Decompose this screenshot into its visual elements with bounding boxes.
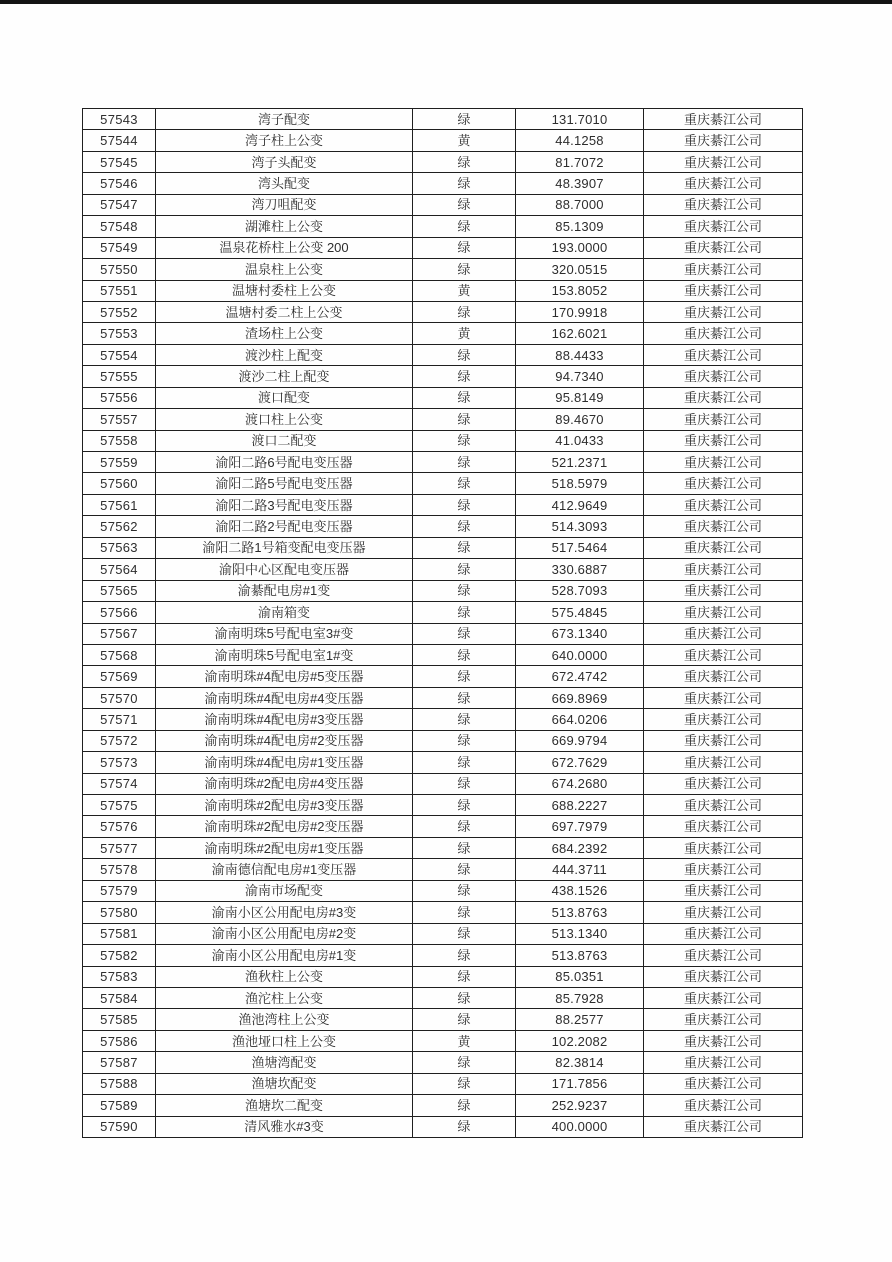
cell-id: 57556 bbox=[83, 387, 156, 408]
cell-id: 57560 bbox=[83, 473, 156, 494]
table-row bbox=[83, 452, 803, 473]
cell-value: 688.2227 bbox=[516, 795, 644, 816]
table-row bbox=[83, 666, 803, 687]
cell-status: 绿 bbox=[413, 194, 516, 215]
cell-status: 绿 bbox=[413, 537, 516, 558]
cell-name: 湖滩柱上公变 bbox=[156, 216, 413, 237]
cell-name: 湾子头配变 bbox=[156, 151, 413, 172]
cell-company: 重庆綦江公司 bbox=[644, 795, 803, 816]
table-row bbox=[83, 602, 803, 623]
cell-company: 重庆綦江公司 bbox=[644, 1073, 803, 1094]
table-row bbox=[83, 173, 803, 194]
cell-id: 57543 bbox=[83, 109, 156, 130]
cell-status: 绿 bbox=[413, 559, 516, 580]
cell-name: 渝南明珠5号配电室1#变 bbox=[156, 644, 413, 665]
cell-company: 重庆綦江公司 bbox=[644, 323, 803, 344]
cell-company: 重庆綦江公司 bbox=[644, 602, 803, 623]
table-row bbox=[83, 644, 803, 665]
cell-id: 57558 bbox=[83, 430, 156, 451]
cell-id: 57562 bbox=[83, 516, 156, 537]
cell-value: 513.1340 bbox=[516, 923, 644, 944]
cell-name: 渝阳二路6号配电变压器 bbox=[156, 452, 413, 473]
table-row bbox=[83, 987, 803, 1008]
cell-status: 绿 bbox=[413, 173, 516, 194]
cell-status: 绿 bbox=[413, 945, 516, 966]
cell-value: 88.7000 bbox=[516, 194, 644, 215]
cell-company: 重庆綦江公司 bbox=[644, 923, 803, 944]
cell-value: 684.2392 bbox=[516, 837, 644, 858]
cell-value: 518.5979 bbox=[516, 473, 644, 494]
cell-status: 绿 bbox=[413, 902, 516, 923]
cell-company: 重庆綦江公司 bbox=[644, 837, 803, 858]
table-row bbox=[83, 752, 803, 773]
cell-id: 57566 bbox=[83, 602, 156, 623]
table-row bbox=[83, 366, 803, 387]
cell-status: 绿 bbox=[413, 1009, 516, 1030]
cell-company: 重庆綦江公司 bbox=[644, 1116, 803, 1137]
cell-name: 渝南明珠5号配电室3#变 bbox=[156, 623, 413, 644]
cell-name: 渝南明珠#2配电房#1变压器 bbox=[156, 837, 413, 858]
table-row bbox=[83, 859, 803, 880]
cell-id: 57588 bbox=[83, 1073, 156, 1094]
cell-company: 重庆綦江公司 bbox=[644, 494, 803, 515]
cell-value: 320.0515 bbox=[516, 259, 644, 280]
cell-status: 绿 bbox=[413, 366, 516, 387]
cell-status: 绿 bbox=[413, 644, 516, 665]
cell-id: 57546 bbox=[83, 173, 156, 194]
cell-id: 57576 bbox=[83, 816, 156, 837]
table-row bbox=[83, 430, 803, 451]
cell-status: 绿 bbox=[413, 1095, 516, 1116]
cell-status: 绿 bbox=[413, 237, 516, 258]
cell-value: 193.0000 bbox=[516, 237, 644, 258]
table-row bbox=[83, 902, 803, 923]
cell-id: 57582 bbox=[83, 945, 156, 966]
cell-name: 渡沙二柱上配变 bbox=[156, 366, 413, 387]
cell-name: 温泉柱上公变 bbox=[156, 259, 413, 280]
cell-company: 重庆綦江公司 bbox=[644, 109, 803, 130]
cell-company: 重庆綦江公司 bbox=[644, 987, 803, 1008]
cell-status: 绿 bbox=[413, 923, 516, 944]
cell-id: 57580 bbox=[83, 902, 156, 923]
cell-status: 绿 bbox=[413, 1073, 516, 1094]
cell-status: 绿 bbox=[413, 409, 516, 430]
cell-id: 57545 bbox=[83, 151, 156, 172]
table-row bbox=[83, 344, 803, 365]
cell-value: 170.9918 bbox=[516, 301, 644, 322]
cell-value: 44.1258 bbox=[516, 130, 644, 151]
cell-id: 57573 bbox=[83, 752, 156, 773]
cell-company: 重庆綦江公司 bbox=[644, 430, 803, 451]
cell-value: 330.6887 bbox=[516, 559, 644, 580]
table-row bbox=[83, 259, 803, 280]
cell-value: 514.3093 bbox=[516, 516, 644, 537]
cell-company: 重庆綦江公司 bbox=[644, 902, 803, 923]
table-row bbox=[83, 194, 803, 215]
table-row bbox=[83, 473, 803, 494]
cell-name: 渝南明珠#4配电房#3变压器 bbox=[156, 709, 413, 730]
cell-id: 57574 bbox=[83, 773, 156, 794]
cell-id: 57579 bbox=[83, 880, 156, 901]
cell-id: 57583 bbox=[83, 966, 156, 987]
cell-value: 102.2082 bbox=[516, 1030, 644, 1051]
cell-id: 57551 bbox=[83, 280, 156, 301]
cell-value: 89.4670 bbox=[516, 409, 644, 430]
cell-status: 绿 bbox=[413, 344, 516, 365]
cell-status: 绿 bbox=[413, 473, 516, 494]
cell-status: 绿 bbox=[413, 623, 516, 644]
table-row bbox=[83, 537, 803, 558]
cell-id: 57587 bbox=[83, 1052, 156, 1073]
cell-name: 渔池垭口柱上公变 bbox=[156, 1030, 413, 1051]
cell-status: 绿 bbox=[413, 301, 516, 322]
cell-company: 重庆綦江公司 bbox=[644, 409, 803, 430]
cell-id: 57552 bbox=[83, 301, 156, 322]
cell-company: 重庆綦江公司 bbox=[644, 816, 803, 837]
cell-value: 669.8969 bbox=[516, 687, 644, 708]
cell-status: 绿 bbox=[413, 795, 516, 816]
cell-value: 412.9649 bbox=[516, 494, 644, 515]
table-row bbox=[83, 301, 803, 322]
cell-status: 绿 bbox=[413, 966, 516, 987]
cell-value: 513.8763 bbox=[516, 902, 644, 923]
table-row bbox=[83, 623, 803, 644]
cell-status: 绿 bbox=[413, 1116, 516, 1137]
cell-name: 渝南明珠#2配电房#4变压器 bbox=[156, 773, 413, 794]
cell-id: 57577 bbox=[83, 837, 156, 858]
cell-company: 重庆綦江公司 bbox=[644, 880, 803, 901]
cell-company: 重庆綦江公司 bbox=[644, 387, 803, 408]
cell-name: 渝南市场配变 bbox=[156, 880, 413, 901]
cell-id: 57555 bbox=[83, 366, 156, 387]
cell-status: 绿 bbox=[413, 1052, 516, 1073]
table-row bbox=[83, 580, 803, 601]
table-row bbox=[83, 387, 803, 408]
cell-status: 绿 bbox=[413, 602, 516, 623]
cell-company: 重庆綦江公司 bbox=[644, 452, 803, 473]
cell-name: 渝南明珠#4配电房#2变压器 bbox=[156, 730, 413, 751]
cell-company: 重庆綦江公司 bbox=[644, 730, 803, 751]
cell-id: 57586 bbox=[83, 1030, 156, 1051]
cell-company: 重庆綦江公司 bbox=[644, 216, 803, 237]
cell-status: 绿 bbox=[413, 880, 516, 901]
cell-name: 渝南小区公用配电房#2变 bbox=[156, 923, 413, 944]
cell-id: 57578 bbox=[83, 859, 156, 880]
table-row bbox=[83, 516, 803, 537]
cell-value: 94.7340 bbox=[516, 366, 644, 387]
cell-id: 57570 bbox=[83, 687, 156, 708]
cell-company: 重庆綦江公司 bbox=[644, 1009, 803, 1030]
cell-company: 重庆綦江公司 bbox=[644, 280, 803, 301]
cell-company: 重庆綦江公司 bbox=[644, 301, 803, 322]
cell-status: 绿 bbox=[413, 752, 516, 773]
cell-id: 57590 bbox=[83, 1116, 156, 1137]
table-row bbox=[83, 923, 803, 944]
cell-id: 57554 bbox=[83, 344, 156, 365]
cell-name: 渔塘湾配变 bbox=[156, 1052, 413, 1073]
cell-value: 640.0000 bbox=[516, 644, 644, 665]
cell-value: 664.0206 bbox=[516, 709, 644, 730]
cell-value: 438.1526 bbox=[516, 880, 644, 901]
cell-id: 57549 bbox=[83, 237, 156, 258]
cell-id: 57547 bbox=[83, 194, 156, 215]
cell-company: 重庆綦江公司 bbox=[644, 559, 803, 580]
table-row bbox=[83, 773, 803, 794]
cell-name: 温塘村委二柱上公变 bbox=[156, 301, 413, 322]
cell-status: 绿 bbox=[413, 430, 516, 451]
table-row bbox=[83, 1030, 803, 1051]
cell-id: 57584 bbox=[83, 987, 156, 1008]
cell-status: 绿 bbox=[413, 151, 516, 172]
cell-value: 153.8052 bbox=[516, 280, 644, 301]
cell-status: 绿 bbox=[413, 216, 516, 237]
cell-name: 湾子配变 bbox=[156, 109, 413, 130]
cell-id: 57544 bbox=[83, 130, 156, 151]
cell-status: 黄 bbox=[413, 1030, 516, 1051]
cell-id: 57565 bbox=[83, 580, 156, 601]
transformer-table bbox=[82, 108, 803, 1138]
cell-value: 82.3814 bbox=[516, 1052, 644, 1073]
cell-status: 绿 bbox=[413, 730, 516, 751]
cell-status: 绿 bbox=[413, 580, 516, 601]
table-row bbox=[83, 795, 803, 816]
cell-value: 528.7093 bbox=[516, 580, 644, 601]
cell-value: 672.7629 bbox=[516, 752, 644, 773]
table-row bbox=[83, 109, 803, 130]
cell-company: 重庆綦江公司 bbox=[644, 859, 803, 880]
table-row bbox=[83, 216, 803, 237]
cell-value: 252.9237 bbox=[516, 1095, 644, 1116]
cell-name: 渔沱柱上公变 bbox=[156, 987, 413, 1008]
cell-id: 57572 bbox=[83, 730, 156, 751]
cell-id: 57553 bbox=[83, 323, 156, 344]
cell-status: 黄 bbox=[413, 323, 516, 344]
cell-company: 重庆綦江公司 bbox=[644, 1095, 803, 1116]
cell-value: 669.9794 bbox=[516, 730, 644, 751]
cell-company: 重庆綦江公司 bbox=[644, 473, 803, 494]
cell-company: 重庆綦江公司 bbox=[644, 516, 803, 537]
table-row bbox=[83, 687, 803, 708]
cell-name: 渝南明珠#4配电房#5变压器 bbox=[156, 666, 413, 687]
cell-value: 673.1340 bbox=[516, 623, 644, 644]
cell-value: 674.2680 bbox=[516, 773, 644, 794]
cell-company: 重庆綦江公司 bbox=[644, 580, 803, 601]
cell-id: 57581 bbox=[83, 923, 156, 944]
table-row bbox=[83, 880, 803, 901]
cell-company: 重庆綦江公司 bbox=[644, 709, 803, 730]
table-row bbox=[83, 837, 803, 858]
cell-id: 57575 bbox=[83, 795, 156, 816]
cell-company: 重庆綦江公司 bbox=[644, 130, 803, 151]
cell-status: 绿 bbox=[413, 709, 516, 730]
cell-name: 清风雅水#3变 bbox=[156, 1116, 413, 1137]
cell-company: 重庆綦江公司 bbox=[644, 644, 803, 665]
table-row bbox=[83, 816, 803, 837]
cell-id: 57569 bbox=[83, 666, 156, 687]
cell-company: 重庆綦江公司 bbox=[644, 966, 803, 987]
table-row bbox=[83, 151, 803, 172]
cell-status: 绿 bbox=[413, 859, 516, 880]
cell-value: 517.5464 bbox=[516, 537, 644, 558]
cell-value: 85.1309 bbox=[516, 216, 644, 237]
cell-id: 57585 bbox=[83, 1009, 156, 1030]
transformer-table-body bbox=[83, 109, 803, 1138]
cell-company: 重庆綦江公司 bbox=[644, 537, 803, 558]
table-row bbox=[83, 130, 803, 151]
cell-name: 渝南德信配电房#1变压器 bbox=[156, 859, 413, 880]
cell-company: 重庆綦江公司 bbox=[644, 687, 803, 708]
cell-name: 渝阳二路1号箱变配电变压器 bbox=[156, 537, 413, 558]
table-row bbox=[83, 1116, 803, 1137]
cell-status: 绿 bbox=[413, 987, 516, 1008]
cell-company: 重庆綦江公司 bbox=[644, 752, 803, 773]
cell-value: 81.7072 bbox=[516, 151, 644, 172]
cell-name: 渝南小区公用配电房#1变 bbox=[156, 945, 413, 966]
table-row bbox=[83, 1095, 803, 1116]
cell-id: 57571 bbox=[83, 709, 156, 730]
table-row bbox=[83, 280, 803, 301]
cell-status: 绿 bbox=[413, 494, 516, 515]
table-row bbox=[83, 494, 803, 515]
cell-value: 85.7928 bbox=[516, 987, 644, 1008]
cell-name: 渔池湾柱上公变 bbox=[156, 1009, 413, 1030]
cell-name: 渝南明珠#4配电房#4变压器 bbox=[156, 687, 413, 708]
cell-status: 绿 bbox=[413, 837, 516, 858]
cell-status: 黄 bbox=[413, 130, 516, 151]
cell-name: 渡口配变 bbox=[156, 387, 413, 408]
cell-name: 渔塘坎配变 bbox=[156, 1073, 413, 1094]
cell-name: 渝阳中心区配电变压器 bbox=[156, 559, 413, 580]
table-row bbox=[83, 323, 803, 344]
cell-company: 重庆綦江公司 bbox=[644, 259, 803, 280]
cell-value: 162.6021 bbox=[516, 323, 644, 344]
cell-id: 57564 bbox=[83, 559, 156, 580]
cell-name: 渝南明珠#2配电房#2变压器 bbox=[156, 816, 413, 837]
cell-id: 57548 bbox=[83, 216, 156, 237]
cell-id: 57568 bbox=[83, 644, 156, 665]
cell-name: 湾刀咀配变 bbox=[156, 194, 413, 215]
cell-id: 57559 bbox=[83, 452, 156, 473]
cell-value: 171.7856 bbox=[516, 1073, 644, 1094]
cell-company: 重庆綦江公司 bbox=[644, 366, 803, 387]
cell-value: 513.8763 bbox=[516, 945, 644, 966]
cell-name: 渔秋柱上公变 bbox=[156, 966, 413, 987]
cell-company: 重庆綦江公司 bbox=[644, 173, 803, 194]
cell-name: 渝阳二路2号配电变压器 bbox=[156, 516, 413, 537]
cell-name: 渔塘坎二配变 bbox=[156, 1095, 413, 1116]
cell-value: 88.4433 bbox=[516, 344, 644, 365]
table-row bbox=[83, 945, 803, 966]
cell-value: 48.3907 bbox=[516, 173, 644, 194]
cell-name: 渝南小区公用配电房#3变 bbox=[156, 902, 413, 923]
cell-name: 渡沙柱上配变 bbox=[156, 344, 413, 365]
cell-value: 521.2371 bbox=[516, 452, 644, 473]
cell-value: 697.7979 bbox=[516, 816, 644, 837]
cell-id: 57561 bbox=[83, 494, 156, 515]
cell-value: 444.3711 bbox=[516, 859, 644, 880]
cell-name: 湾子柱上公变 bbox=[156, 130, 413, 151]
cell-value: 575.4845 bbox=[516, 602, 644, 623]
table-row bbox=[83, 966, 803, 987]
cell-name: 渝南箱变 bbox=[156, 602, 413, 623]
cell-status: 绿 bbox=[413, 687, 516, 708]
cell-status: 黄 bbox=[413, 280, 516, 301]
cell-company: 重庆綦江公司 bbox=[644, 151, 803, 172]
table-row bbox=[83, 237, 803, 258]
cell-status: 绿 bbox=[413, 666, 516, 687]
cell-status: 绿 bbox=[413, 387, 516, 408]
cell-id: 57567 bbox=[83, 623, 156, 644]
cell-status: 绿 bbox=[413, 516, 516, 537]
cell-name: 湾头配变 bbox=[156, 173, 413, 194]
table-row bbox=[83, 709, 803, 730]
cell-name: 渡口二配变 bbox=[156, 430, 413, 451]
cell-value: 85.0351 bbox=[516, 966, 644, 987]
cell-value: 672.4742 bbox=[516, 666, 644, 687]
cell-company: 重庆綦江公司 bbox=[644, 945, 803, 966]
cell-value: 400.0000 bbox=[516, 1116, 644, 1137]
cell-company: 重庆綦江公司 bbox=[644, 623, 803, 644]
cell-company: 重庆綦江公司 bbox=[644, 237, 803, 258]
cell-company: 重庆綦江公司 bbox=[644, 1052, 803, 1073]
table-row bbox=[83, 730, 803, 751]
cell-name: 渝阳二路5号配电变压器 bbox=[156, 473, 413, 494]
cell-status: 绿 bbox=[413, 452, 516, 473]
cell-name: 渡口柱上公变 bbox=[156, 409, 413, 430]
cell-name: 温塘村委柱上公变 bbox=[156, 280, 413, 301]
cell-company: 重庆綦江公司 bbox=[644, 194, 803, 215]
cell-name: 渝南明珠#2配电房#3变压器 bbox=[156, 795, 413, 816]
cell-value: 41.0433 bbox=[516, 430, 644, 451]
cell-status: 绿 bbox=[413, 259, 516, 280]
table-row bbox=[83, 1073, 803, 1094]
table-row bbox=[83, 409, 803, 430]
cell-id: 57563 bbox=[83, 537, 156, 558]
cell-status: 绿 bbox=[413, 773, 516, 794]
cell-name: 渝南明珠#4配电房#1变压器 bbox=[156, 752, 413, 773]
page-top-border bbox=[0, 0, 892, 4]
cell-company: 重庆綦江公司 bbox=[644, 344, 803, 365]
cell-value: 131.7010 bbox=[516, 109, 644, 130]
cell-id: 57557 bbox=[83, 409, 156, 430]
cell-name: 渝綦配电房#1变 bbox=[156, 580, 413, 601]
cell-company: 重庆綦江公司 bbox=[644, 773, 803, 794]
cell-status: 绿 bbox=[413, 109, 516, 130]
cell-status: 绿 bbox=[413, 816, 516, 837]
table-row bbox=[83, 559, 803, 580]
cell-company: 重庆綦江公司 bbox=[644, 1030, 803, 1051]
cell-company: 重庆綦江公司 bbox=[644, 666, 803, 687]
cell-id: 57550 bbox=[83, 259, 156, 280]
cell-id: 57589 bbox=[83, 1095, 156, 1116]
cell-name: 渝阳二路3号配电变压器 bbox=[156, 494, 413, 515]
table-row bbox=[83, 1052, 803, 1073]
cell-name: 温泉花桥柱上公变 200 bbox=[156, 237, 413, 258]
cell-value: 88.2577 bbox=[516, 1009, 644, 1030]
table-row bbox=[83, 1009, 803, 1030]
cell-name: 渣场柱上公变 bbox=[156, 323, 413, 344]
cell-value: 95.8149 bbox=[516, 387, 644, 408]
